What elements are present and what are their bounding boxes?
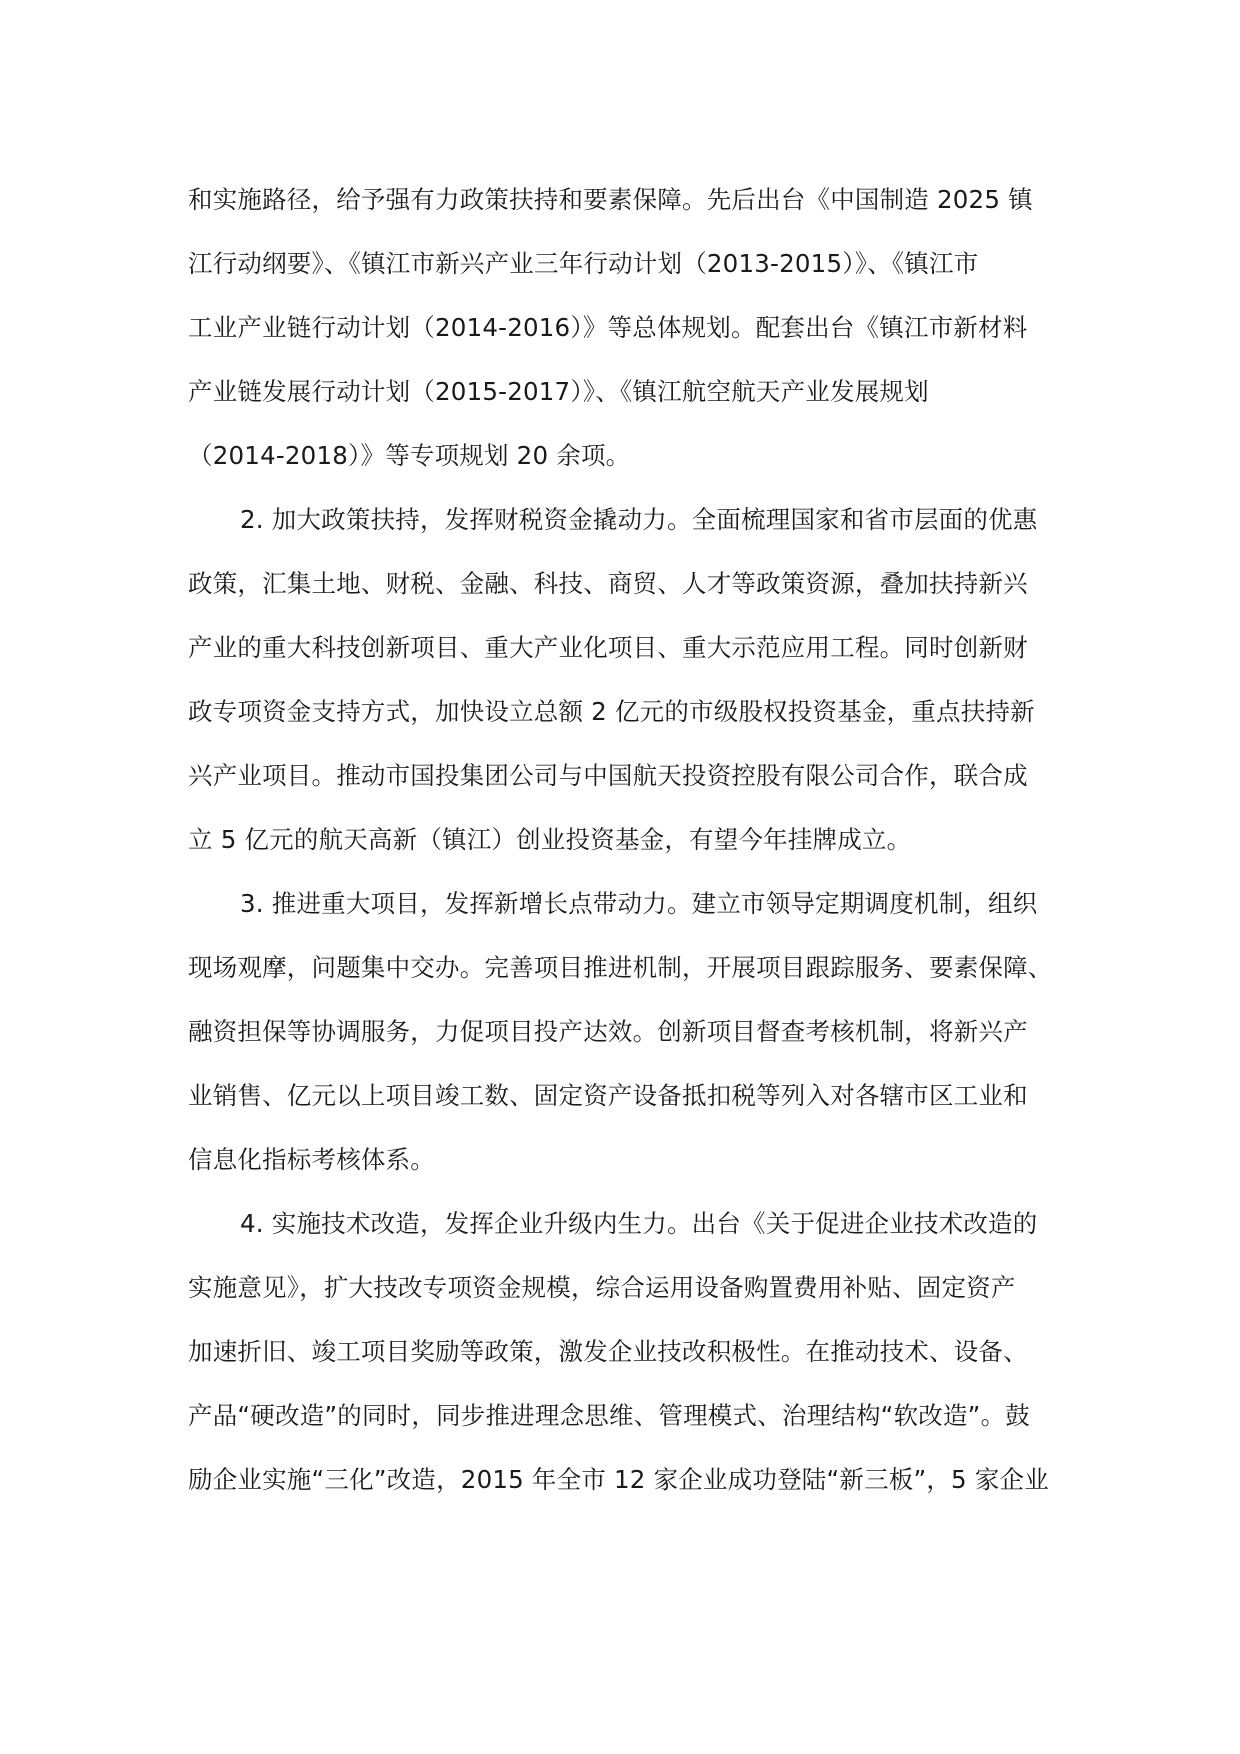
paragraph-2-start: 2. 加大政策扶持，发挥财税资金撬动力。全面梳理国家和省市层面的优惠 <box>240 505 1038 534</box>
text-line: 励企业实施“三化”改造，2015 年全市 12 家企业成功登陆“新三板”，5 家企业 <box>188 1465 1049 1494</box>
text-line: 现场观摩，问题集中交办。完善项目推进机制，开展项目跟踪服务、要素保障、 <box>188 953 1053 982</box>
text-line: 工业产业链行动计划（2014-2016）》等总体规划。配套出台《镇江市新材料 <box>188 313 1028 342</box>
text-line: 产业的重大科技创新项目、重大产业化项目、重大示范应用工程。同时创新财 <box>188 633 1028 662</box>
paragraph-4-start: 4. 实施技术改造，发挥企业升级内生力。出台《关于促进企业技术改造的 <box>240 1209 1038 1238</box>
text-line: 立 5 亿元的航天高新（镇江）创业投资基金，有望今年挂牌成立。 <box>188 825 912 854</box>
text-line: 政专项资金支持方式，加快设立总额 2 亿元的市级股权投资基金，重点扶持新 <box>188 697 1035 726</box>
text-line: （2014-2018）》等专项规划 20 余项。 <box>188 441 631 470</box>
text-line: 产业链发展行动计划（2015-2017）》、《镇江航空航天产业发展规划 <box>188 377 929 406</box>
text-line: 加速折旧、竣工项目奖励等政策，激发企业技改积极性。在推动技术、设备、 <box>188 1337 1028 1366</box>
text-line: 兴产业项目。推动市国投集团公司与中国航天投资控股有限公司合作，联合成 <box>188 761 1028 790</box>
text-line: 江行动纲要》、《镇江市新兴产业三年行动计划（2013-2015）》、《镇江市 <box>188 249 979 278</box>
text-line: 产品“硬改造”的同时，同步推进理念思维、管理模式、治理结构“软改造”。鼓 <box>188 1401 1030 1430</box>
document-body <box>188 168 1060 1512</box>
text-line: 和实施路径，给予强有力政策扶持和要素保障。先后出台《中国制造 2025 镇 <box>188 185 1033 214</box>
text-line: 实施意见》，扩大技改专项资金规模，综合运用设备购置费用补贴、固定资产 <box>188 1273 1016 1302</box>
text-line: 融资担保等协调服务，力促项目投产达效。创新项目督查考核机制，将新兴产 <box>188 1017 1028 1046</box>
text-line: 业销售、亿元以上项目竣工数、固定资产设备抵扣税等列入对各辖市区工业和 <box>188 1081 1028 1110</box>
paragraph-3-start: 3. 推进重大项目，发挥新增长点带动力。建立市领导定期调度机制，组织 <box>240 889 1038 918</box>
text-line: 政策，汇集土地、财税、金融、科技、商贸、人才等政策资源，叠加扶持新兴 <box>188 569 1028 598</box>
text-line: 信息化指标考核体系。 <box>188 1145 435 1174</box>
